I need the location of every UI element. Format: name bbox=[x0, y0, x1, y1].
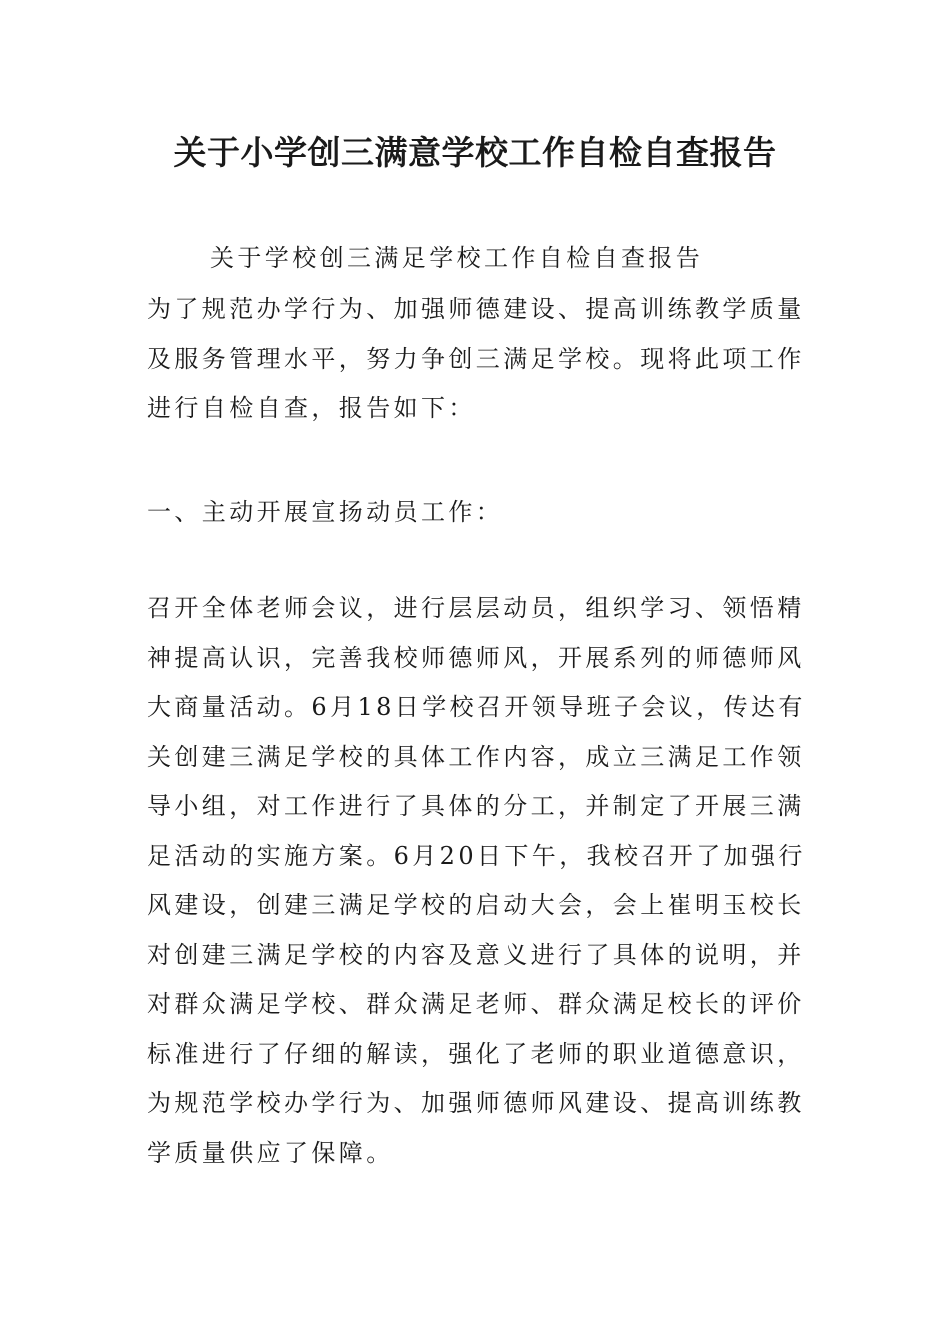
document-title: 关于小学创三满意学校工作自检自查报告 bbox=[173, 133, 777, 172]
section-body-paragraph: 召开全体老师会议，进行层层动员，组织学习、领悟精神提高认识，完善我校师德师风，开展系列的师德师风大商量活动。6月18日学校召开领导班子会议，传达有关创建三满足学校的具体工作内容，成立三满足工作领导小组，对工作进行了具体的分工，并制定了开展三满足活动的实施方案。6月20日下午，我校召开了加强行风建设，创建三满足学校的启动大会，会上崔明玉校长对创建三满足学校的内容及意义进行了具体的说明，并对群众满足学校、群众满足老师、群众满足校长的评价标准进行了仔细的解读，强化了老师的职业道德意识，为规范学校办学行为、加强师德师风建设、提高训练教学质量供应了保障。 bbox=[147, 594, 806, 1167]
section-heading: 一、主动开展宣扬动员工作： bbox=[147, 498, 504, 526]
document-subtitle: 关于学校创三满足学校工作自检自查报告 bbox=[210, 244, 704, 272]
intro-paragraph: 为了规范办学行为、加强师德建设、提高训练教学质量及服务管理水平，努力争创三满足学校。现将此项工作进行自检自查，报告如下： bbox=[147, 295, 805, 422]
